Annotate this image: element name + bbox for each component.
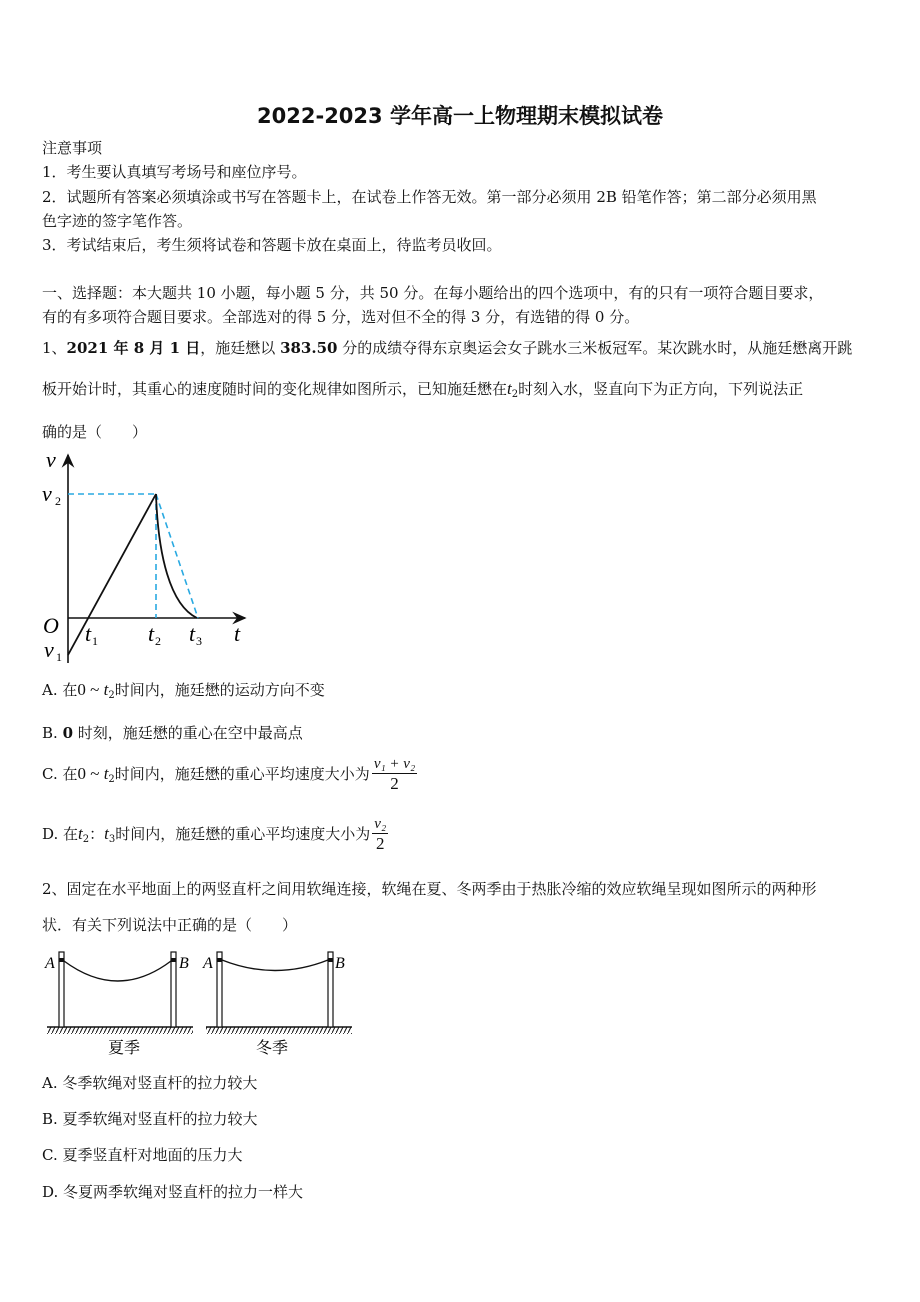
q1-text1: ，施廷懋以 <box>200 339 281 357</box>
vt-graph <box>40 445 260 670</box>
q2-line1: 2、固定在水平地面上的两竖直杆之间用软绳连接，软绳在夏、冬两季由于热胀冷缩的效应软绳呈现如图所示的两种形 <box>42 880 817 898</box>
option-d-var2: t <box>104 824 109 843</box>
q1-score: 383.50 <box>280 339 338 357</box>
label-a-summer: A <box>45 955 55 972</box>
option-c-var: t <box>103 764 109 783</box>
option-d-sep: ： <box>89 825 105 843</box>
velocity-line-rise <box>68 494 156 655</box>
option-a-sub: 2 <box>108 690 115 701</box>
label-t1-sub: 1 <box>92 634 98 648</box>
q1-option-b[interactable] <box>42 723 303 743</box>
notice-item-2: 2．试题所有答案必须填涂或书写在答题卡上，在试卷上作答无效。第一部分必须用 2B 铅笔作答；第二部分必须用黑 <box>42 188 817 206</box>
notice-item-1: 1．考生要认真填写考场号和座位序号。 <box>42 163 307 181</box>
q1-number: 1、 <box>42 339 67 357</box>
label-v2: v <box>42 481 52 506</box>
q1-line2-a: 板开始计时，其重心的速度随时间的变化规律如图所示，已知施廷懋在 <box>42 380 508 398</box>
label-t3-sub: 3 <box>196 634 202 648</box>
q1-option-a[interactable] <box>42 680 325 706</box>
notice-item-3: 3．考试结束后，考生须将试卷和答题卡放在桌面上，待监考员收回。 <box>42 236 502 254</box>
q1-var-t: t <box>507 379 512 398</box>
option-c-label: C. 在 <box>42 765 78 783</box>
option-c-range: 0 ~ <box>77 764 104 783</box>
option-b-zero: 0 <box>62 724 73 742</box>
winter-rope <box>222 960 328 971</box>
option-c-fraction <box>372 756 417 794</box>
q1-option-c[interactable] <box>42 756 417 794</box>
q1-option-d[interactable] <box>42 816 388 854</box>
q2-option-a[interactable]: A. 冬季软绳对竖直杆的拉力较大 <box>42 1074 258 1092</box>
q2-option-c[interactable]: C. 夏季竖直杆对地面的压力大 <box>42 1146 243 1164</box>
option-d-numerator: v₂ <box>374 816 387 832</box>
pole-b <box>328 952 333 1027</box>
section-instructions-line1: 一、选择题：本大题共 10 小题，每小题 5 分，共 50 分。在每小题给出的四个选项中，有的只有一项符合题目要求， <box>42 284 824 302</box>
label-v2-sub: 2 <box>55 494 61 508</box>
label-origin: O <box>43 613 59 638</box>
q2-line2: 状．有关下列说法中正确的是（ ） <box>42 916 298 934</box>
label-v1-sub: 1 <box>56 650 62 664</box>
option-d-sub1: 2 <box>82 834 90 845</box>
label-v: v <box>46 447 56 472</box>
option-c-text: 时间内，施廷懋的重心平均速度大小为 <box>114 765 370 783</box>
page-title: 2022-2023 学年高一上物理期末模拟试卷 <box>257 104 663 128</box>
summer-label: 夏季 <box>108 1040 141 1057</box>
notice-heading: 注意事项 <box>42 139 103 157</box>
label-t3: t <box>189 621 196 646</box>
label-a-winter: A <box>203 955 213 972</box>
option-a-var: t <box>103 680 109 699</box>
option-d-denominator: 2 <box>375 834 385 853</box>
ground-hatch <box>206 1027 352 1034</box>
winter-diagram <box>202 952 352 1057</box>
label-t: t <box>234 621 241 646</box>
label-v1: v <box>44 637 54 662</box>
pole-a <box>59 952 64 1027</box>
q1-date: 2021 年 8 月 1 日 <box>66 339 201 357</box>
q1-line1 <box>42 338 852 358</box>
notice-item-2-cont: 色字迹的签字笔作答。 <box>42 212 193 230</box>
q1-var-sub: 2 <box>511 389 519 400</box>
summer-diagram <box>44 952 193 1057</box>
option-a-range: 0 ~ <box>77 680 104 699</box>
label-t2: t <box>148 621 155 646</box>
option-a-label: A. 在 <box>42 681 78 699</box>
section-instructions-line2: 有的有多项符合题目要求。全部选对的得 5 分，选对但不全的得 3 分，有选错的得 0 分。 <box>42 308 640 326</box>
label-b-winter: B <box>335 955 345 972</box>
q1-line2 <box>42 379 803 405</box>
option-d-var1: t <box>78 824 83 843</box>
option-a-text: 时间内，施廷懋的运动方向不变 <box>114 681 325 699</box>
option-d-fraction <box>372 816 388 854</box>
q2-option-d[interactable]: D. 冬夏两季软绳对竖直杆的拉力一样大 <box>42 1183 304 1201</box>
option-c-denominator: 2 <box>390 774 399 793</box>
option-c-sub: 2 <box>108 774 115 785</box>
pole-b <box>171 952 176 1027</box>
label-t1: t <box>85 621 92 646</box>
label-b-summer: B <box>179 955 189 972</box>
ground-hatch <box>47 1027 193 1034</box>
option-d-sub2: 3 <box>108 834 116 845</box>
option-d-text: 时间内，施廷懋的重心平均速度大小为 <box>115 825 371 843</box>
q1-line3: 确的是（ ） <box>42 423 148 441</box>
option-b-text: 时刻，施廷懋的重心在空中最高点 <box>73 724 303 742</box>
q2-option-b[interactable]: B. 夏季软绳对竖直杆的拉力较大 <box>42 1110 258 1128</box>
q1-line2-b: 时刻入水，竖直向下为正方向，下列说法正 <box>518 380 804 398</box>
q1-text2: 分的成绩夺得东京奥运会女子跳水三米板冠军。某次跳水时，从施廷懋离开跳 <box>337 339 853 357</box>
option-d-label: D. 在 <box>42 825 79 843</box>
label-t2-sub: 2 <box>155 634 161 648</box>
summer-rope <box>64 961 171 981</box>
pole-a <box>217 952 222 1027</box>
option-b-label: B. <box>42 724 63 742</box>
option-c-numerator: v₁ + v₂ <box>373 756 416 772</box>
rope-figure <box>40 945 360 1060</box>
winter-label: 冬季 <box>256 1040 289 1057</box>
